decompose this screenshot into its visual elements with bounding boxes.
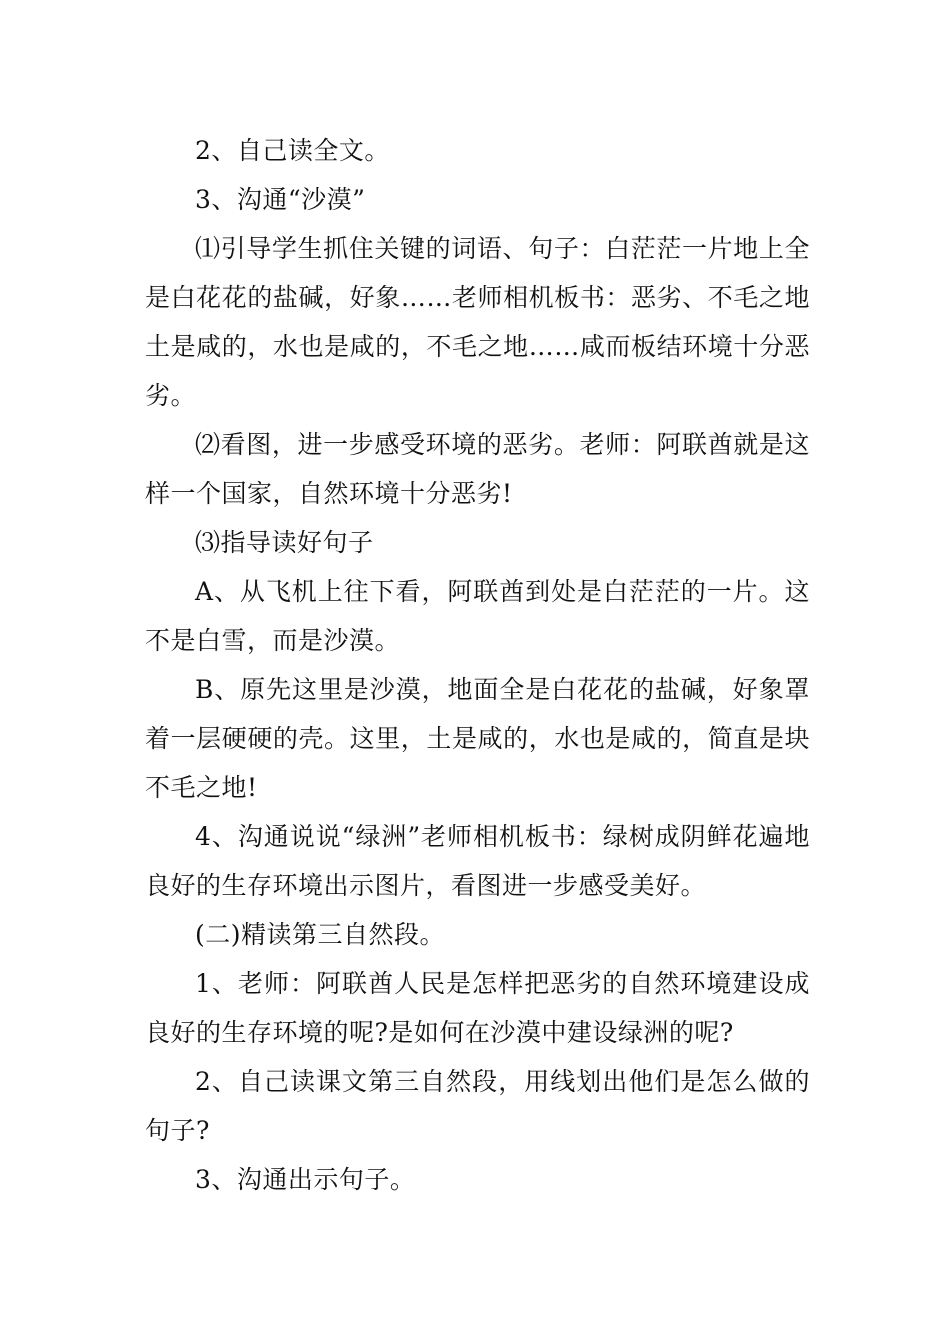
paragraph-show-sentences: 3、沟通出示句子。 — [195, 1165, 416, 1194]
paragraph-key-words: ⑴引导学生抓住关键的词语、句子：白茫茫一片地上全是白花花的盐碱，好象……老师相机板书：恶劣、不毛之地土是咸的，水也是咸的，不毛之地……咸而板结环境十分恶劣。 — [145, 234, 810, 410]
paragraph-discuss-oasis: 4、沟通说说“绿洲”老师相机板书：绿树成阴鲜花遍地良好的生存环境出示图片，看图进一步感受美好。 — [145, 822, 810, 900]
paragraph-look-at-picture: ⑵看图，进一步感受环境的恶劣。老师：阿联酋就是这样一个国家，自然环境十分恶劣! — [145, 430, 810, 508]
paragraph-discuss-desert: 3、沟通“沙漠” — [195, 185, 366, 214]
paragraph-sentence-b: B、原先这里是沙漠，地面全是白花花的盐碱，好象罩着一层硬硬的壳。这里，土是咸的，水也是咸的，简直是块不毛之地! — [145, 675, 810, 802]
document-body — [145, 126, 810, 1204]
paragraph-read-third-section: 2、自己读课文第三自然段，用线划出他们是怎么做的句子? — [145, 1067, 810, 1145]
paragraph-section-two: (二)精读第三自然段。 — [195, 920, 446, 949]
paragraph-sentence-a: A、从飞机上往下看，阿联酋到处是白茫茫的一片。这不是白雪，而是沙漠。 — [145, 577, 810, 655]
paragraph-teacher-question: 1、老师：阿联酋人民是怎样把恶劣的自然环境建设成良好的生存环境的呢?是如何在沙漠中建设绿洲的呢? — [145, 969, 810, 1047]
paragraph-guide-reading: ⑶指导读好句子 — [195, 528, 374, 557]
paragraph-read-full-text: 2、自己读全文。 — [195, 136, 390, 165]
